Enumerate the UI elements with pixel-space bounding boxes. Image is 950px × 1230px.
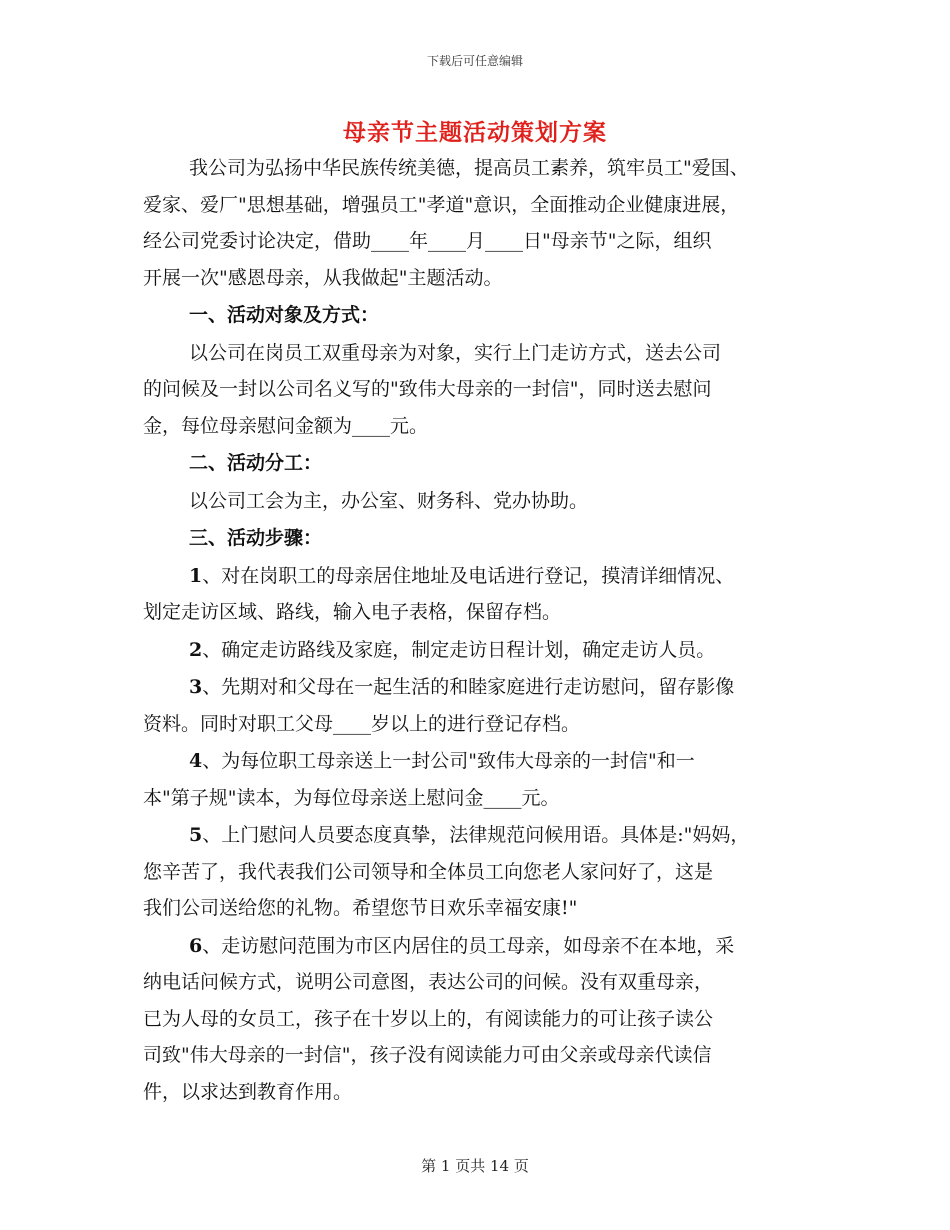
step-item [143, 743, 833, 780]
paragraph-line: 以公司在岗员工双重母亲为对象，实行上门走访方式，送去公司 [189, 341, 722, 364]
step-text: 、先期对和父母在一起生活的和睦家庭进行走访慰问，留存影像 [202, 676, 735, 698]
step-item [143, 928, 833, 965]
step-text: 、为每位职工母亲送上一封公司"致伟大母亲的一封信"和一 [202, 750, 695, 772]
section-heading: 一、活动对象及方式： [189, 304, 380, 326]
paragraph-line: 经公司党委讨论决定，借助____年____月____日"母亲节"之际，组织 [143, 230, 712, 252]
step-text: 、上门慰问人员要态度真挚，法律规范问候用语。具体是:"妈妈， [202, 824, 750, 846]
step-item [143, 817, 833, 854]
step-number: 5 [189, 824, 203, 846]
paragraph-line: 的问候及一封以公司名义写的"致伟大母亲的一封信"，同时送去慰问 [143, 378, 712, 400]
paragraph-line: 金，每位母亲慰问金额为____元。 [143, 414, 429, 437]
document-title: 母亲节主题活动策划方案 [343, 119, 607, 146]
step-number: 4 [189, 750, 203, 772]
section-heading: 二、活动分工： [189, 452, 323, 474]
paragraph-line: 划定走访区域、路线，输入电子表格，保留存档。 [143, 601, 562, 623]
section-heading: 三、活动步骤： [189, 527, 323, 549]
paragraph-line: 已为人母的女员工，孩子在十岁以上的，有阅读能力的可让孩子读公 [143, 1007, 714, 1030]
paragraph-line: 资料。同时对职工父母____岁以上的进行登记存档。 [143, 712, 581, 735]
paragraph-line: 爱家、爱厂"思想基础，增强员工"孝道"意识，全面推动企业健康进展， [143, 193, 740, 216]
step-number: 2 [189, 638, 203, 661]
step-item [143, 558, 833, 595]
paragraph-line: 以公司工会为主，办公室、财务科、党办协助。 [189, 489, 589, 512]
paragraph-line: 纳电话问候方式，说明公司意图，表达公司的问候。没有双重母亲， [143, 971, 714, 993]
step-text: 、对在岗职工的母亲居住地址及电话进行登记，摸清详细情况、 [202, 564, 735, 587]
step-item [143, 632, 833, 669]
paragraph-line: 您辛苦了，我代表我们公司领导和全体员工向您老人家问好了，这是 [143, 860, 714, 883]
step-item [143, 669, 833, 706]
step-number: 1 [189, 564, 203, 587]
document-body [143, 150, 833, 1110]
paragraph-line: 我们公司送给您的礼物。希望您节日欢乐幸福安康!" [143, 897, 578, 919]
paragraph-line: 我公司为弘扬中华民族传统美德，提高员工素养，筑牢员工"爱国、 [189, 157, 749, 179]
step-text: 、走访慰问范围为市区内居住的员工母亲，如母亲不在本地，采 [202, 934, 735, 957]
paragraph-line: 司致"伟大母亲的一封信"，孩子没有阅读能力可由父亲或母亲代读信 [143, 1044, 712, 1066]
step-number: 6 [189, 934, 203, 957]
step-number: 3 [189, 676, 203, 698]
paragraph-line: 本"第子规"读本，为每位母亲送上慰问金____元。 [143, 786, 560, 809]
page-header: 下载后可任意编辑 [426, 54, 523, 68]
paragraph-line: 件，以求达到教育作用。 [143, 1080, 353, 1103]
page-footer: 第 1 页共 14 页 [421, 1157, 529, 1175]
paragraph-line: 开展一次"感恩母亲，从我做起"主题活动。 [143, 266, 503, 289]
step-text: 、确定走访路线及家庭，制定走访日程计划，确定走访人员。 [202, 638, 716, 661]
